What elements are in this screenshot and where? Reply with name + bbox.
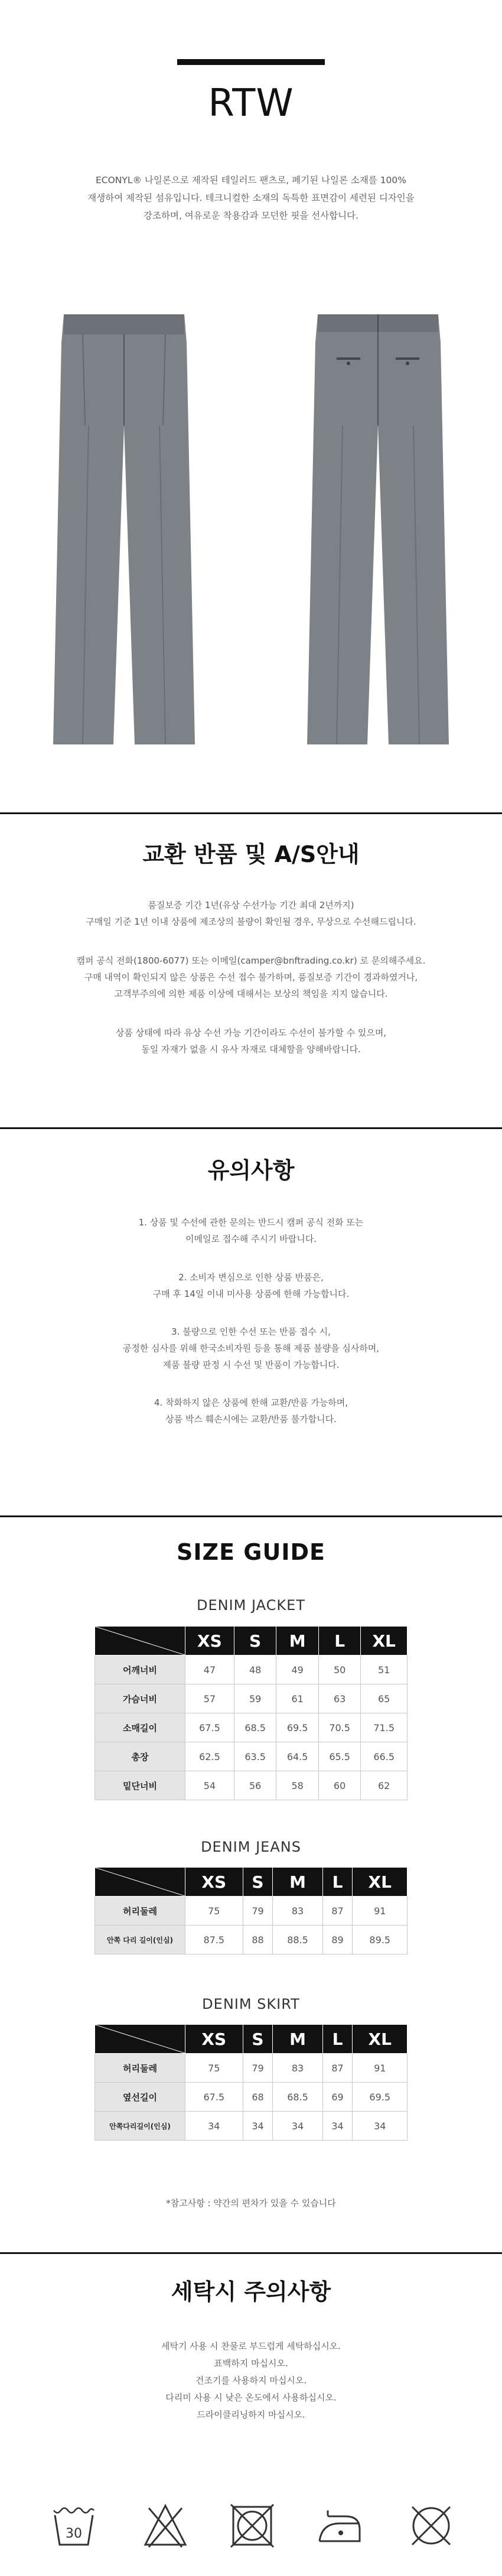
row-label: 어깨너비 [95, 1655, 185, 1684]
size-header: L [318, 1627, 361, 1655]
notice-item [0, 1269, 502, 1302]
table-row [95, 1713, 408, 1742]
size-header: S [243, 1868, 273, 1897]
table-corner [95, 1627, 185, 1655]
size-value: 88.5 [273, 1926, 322, 1954]
size-value: 69 [322, 2083, 353, 2112]
size-header: XS [185, 2025, 243, 2054]
section-divider [0, 2252, 502, 2254]
section-divider [0, 1127, 502, 1129]
exchange-paragraph [0, 952, 502, 1002]
size-value: 57 [185, 1684, 234, 1713]
size-header: XS [185, 1868, 243, 1897]
size-header: L [322, 1868, 353, 1897]
text-line: 1. 상품 및 수선에 관한 문의는 반드시 캠퍼 공식 전화 또는 [138, 1217, 364, 1228]
section-divider [0, 812, 502, 814]
table-row [95, 1742, 408, 1771]
table-row [95, 2083, 408, 2112]
no-tumble-dry-icon [229, 2502, 276, 2549]
size-value: 61 [276, 1684, 319, 1713]
row-label: 허리둘레 [95, 1897, 185, 1926]
exchange-paragraph [0, 1024, 502, 1058]
size-table-title: DENIM JACKET [197, 1597, 305, 1614]
size-value: 87 [322, 1897, 353, 1926]
size-value: 64.5 [276, 1742, 319, 1771]
size-header: S [234, 1627, 276, 1655]
size-value: 69.5 [353, 2083, 408, 2112]
size-value: 63 [318, 1684, 361, 1713]
notice-item [0, 1323, 502, 1373]
size-value: 34 [273, 2112, 322, 2141]
text-line: 구매 후 14일 이내 미사용 상품에 한해 가능합니다. [152, 1289, 350, 1299]
notice-item [0, 1214, 502, 1247]
size-value: 75 [185, 2054, 243, 2083]
size-value: 71.5 [361, 1713, 408, 1742]
row-label: 가슴너비 [95, 1684, 185, 1713]
text-line: 캠퍼 공식 전화(1800-6077) 또는 이메일(camper@bnftrading.co.kr) 로 문의해주세요. [76, 955, 426, 966]
size-value: 60 [318, 1771, 361, 1800]
size-value: 62.5 [185, 1742, 234, 1771]
size-value: 88 [243, 1926, 273, 1954]
size-value: 70.5 [318, 1713, 361, 1742]
size-table-denim-jacket [94, 1626, 408, 1800]
size-value: 59 [234, 1684, 276, 1713]
no-dry-clean-icon [408, 2502, 455, 2549]
size-value: 91 [353, 1897, 408, 1926]
text-line: 2. 소비자 변심으로 인한 상품 반품은, [178, 1272, 324, 1283]
row-label: 안쪽다리길이(인심) [95, 2112, 185, 2141]
pants-front-image [47, 307, 201, 750]
pants-back-image [301, 307, 455, 750]
text-line: 표백하지 마십시오. [214, 2358, 288, 2369]
size-value: 89.5 [353, 1926, 408, 1954]
exchange-paragraph [0, 897, 502, 930]
exchange-title: 교환 반품 및 A/S안내 [142, 841, 360, 867]
size-value: 66.5 [361, 1742, 408, 1771]
table-row [95, 1655, 408, 1684]
size-value: 34 [185, 2112, 243, 2141]
size-value: 49 [276, 1655, 319, 1684]
table-corner [95, 1868, 185, 1897]
table-row [95, 1771, 408, 1800]
row-label: 총장 [95, 1742, 185, 1771]
size-table-denim-skirt [94, 2024, 408, 2141]
size-value: 79 [243, 2054, 273, 2083]
text-line: 3. 불량으로 인한 수선 또는 반품 접수 시, [171, 1326, 331, 1337]
size-value: 75 [185, 1897, 243, 1926]
table-row [95, 1684, 408, 1713]
table-corner [95, 2025, 185, 2054]
text-line: 동일 자재가 없을 시 유사 자재로 대체할을 양해바랍니다. [141, 1044, 361, 1055]
text-line: 고객부주의에 의한 제품 이상에 대해서는 보상의 책임을 지지 않습니다. [114, 988, 388, 999]
size-value: 51 [361, 1655, 408, 1684]
text-line: 드라이클리닝하지 마십시오. [197, 2409, 305, 2420]
size-value: 87 [322, 2054, 353, 2083]
iron-low-icon [316, 2502, 363, 2549]
section-divider [0, 1515, 502, 1517]
size-header: S [243, 2025, 273, 2054]
size-value: 62 [361, 1771, 408, 1800]
rtw-title: RTW [208, 82, 294, 125]
size-value: 89 [322, 1926, 353, 1954]
row-label: 안쪽 다리 길이(인심) [95, 1926, 185, 1954]
notice-title: 유의사항 [207, 1157, 295, 1183]
table-row [95, 1897, 408, 1926]
text-line: 상품 상태에 따라 유상 수선 가능 기간이라도 수선이 불가할 수 있으며, [115, 1027, 387, 1038]
size-value: 87.5 [185, 1926, 243, 1954]
text-line: 제품 불량 판정 시 수선 및 반품이 가능합니다. [162, 1359, 340, 1370]
size-value: 83 [273, 1897, 322, 1926]
size-value: 65.5 [318, 1742, 361, 1771]
size-value: 68.5 [273, 2083, 322, 2112]
text-line: 공정한 심사를 위해 한국소비자원 등을 통해 제품 불량을 심사하며, [122, 1343, 380, 1354]
section-bar [177, 59, 325, 65]
size-value: 58 [276, 1771, 319, 1800]
notice-item [0, 1394, 502, 1427]
laundry-instructions [0, 2338, 502, 2424]
text-line: 다리미 사용 시 낮은 온도에서 사용하십시오. [165, 2392, 337, 2403]
size-header: M [273, 2025, 322, 2054]
size-header: XL [353, 2025, 408, 2054]
size-value: 68.5 [234, 1713, 276, 1742]
no-bleach-icon [142, 2502, 189, 2549]
size-value: 56 [234, 1771, 276, 1800]
wash-temp-label: 30 [66, 2526, 82, 2541]
size-header: XL [353, 1868, 408, 1897]
text-line: 건조기를 사용하지 마십시오. [195, 2375, 307, 2386]
size-table-denim-jeans [94, 1867, 408, 1954]
size-header: XS [185, 1627, 234, 1655]
size-value: 67.5 [185, 2083, 243, 2112]
text-line: 품질보증 기간 1년(유상 수선가능 기간 최대 2년까지) [148, 900, 354, 910]
size-value: 34 [353, 2112, 408, 2141]
size-value: 68 [243, 2083, 273, 2112]
laundry-title: 세탁시 주의사항 [171, 2279, 331, 2305]
text-line: 4. 착화하지 않은 상품에 한해 교환/반품 가능하며, [154, 1397, 348, 1408]
care-icons [0, 2502, 502, 2555]
table-row [95, 2054, 408, 2083]
size-value: 65 [361, 1684, 408, 1713]
row-label: 허리둘레 [95, 2054, 185, 2083]
size-value: 34 [243, 2112, 273, 2141]
size-value: 34 [322, 2112, 353, 2141]
size-header: M [273, 1868, 322, 1897]
wash-30-icon [50, 2502, 97, 2549]
size-note: *참고사항 : 약간의 편차가 있을 수 있습니다 [166, 2198, 336, 2209]
size-header: XL [361, 1627, 408, 1655]
size-value: 50 [318, 1655, 361, 1684]
rtw-description [0, 171, 502, 225]
size-value: 91 [353, 2054, 408, 2083]
size-header: M [276, 1627, 319, 1655]
text-line: 이메일로 접수해 주시기 바랍니다. [185, 1234, 317, 1244]
size-table-title: DENIM SKIRT [202, 1996, 300, 2012]
size-value: 54 [185, 1771, 234, 1800]
size-table-title: DENIM JEANS [201, 1839, 301, 1855]
size-value: 79 [243, 1897, 273, 1926]
text-line: 구매일 기준 1년 이내 상품에 제조상의 불량이 확인될 경우, 무상으로 수선해드립니다. [86, 916, 416, 927]
rtw-line: 강조하며, 여유로운 착용감과 모던한 핏을 선사합니다. [144, 210, 358, 221]
size-value: 69.5 [276, 1713, 319, 1742]
size-value: 48 [234, 1655, 276, 1684]
rtw-line: 재생하여 제작된 섬유입니다. 테크니컬한 소재의 독특한 표면감이 세련된 디자인을 [87, 193, 415, 203]
text-line: 세탁기 사용 시 찬물로 부드럽게 세탁하십시오. [161, 2341, 341, 2351]
size-header: L [322, 2025, 353, 2054]
size-guide-title: SIZE GUIDE [177, 1539, 325, 1565]
rtw-line: ECONYL® 나일론으로 제작된 테일러드 팬츠로, 폐기된 나일론 소재를 100% [95, 175, 407, 186]
size-value: 83 [273, 2054, 322, 2083]
size-value: 63.5 [234, 1742, 276, 1771]
table-row [95, 1926, 408, 1954]
size-value: 67.5 [185, 1713, 234, 1742]
row-label: 옆선길이 [95, 2083, 185, 2112]
row-label: 소매길이 [95, 1713, 185, 1742]
row-label: 밑단너비 [95, 1771, 185, 1800]
table-row [95, 2112, 408, 2141]
size-value: 47 [185, 1655, 234, 1684]
text-line: 구매 내역이 확인되지 않은 상품은 수선 접수 불가하며, 품질보증 기간이 경과하였거나, [84, 972, 418, 983]
text-line: 상품 박스 훼손시에는 교환/반품 불가합니다. [165, 1414, 337, 1424]
